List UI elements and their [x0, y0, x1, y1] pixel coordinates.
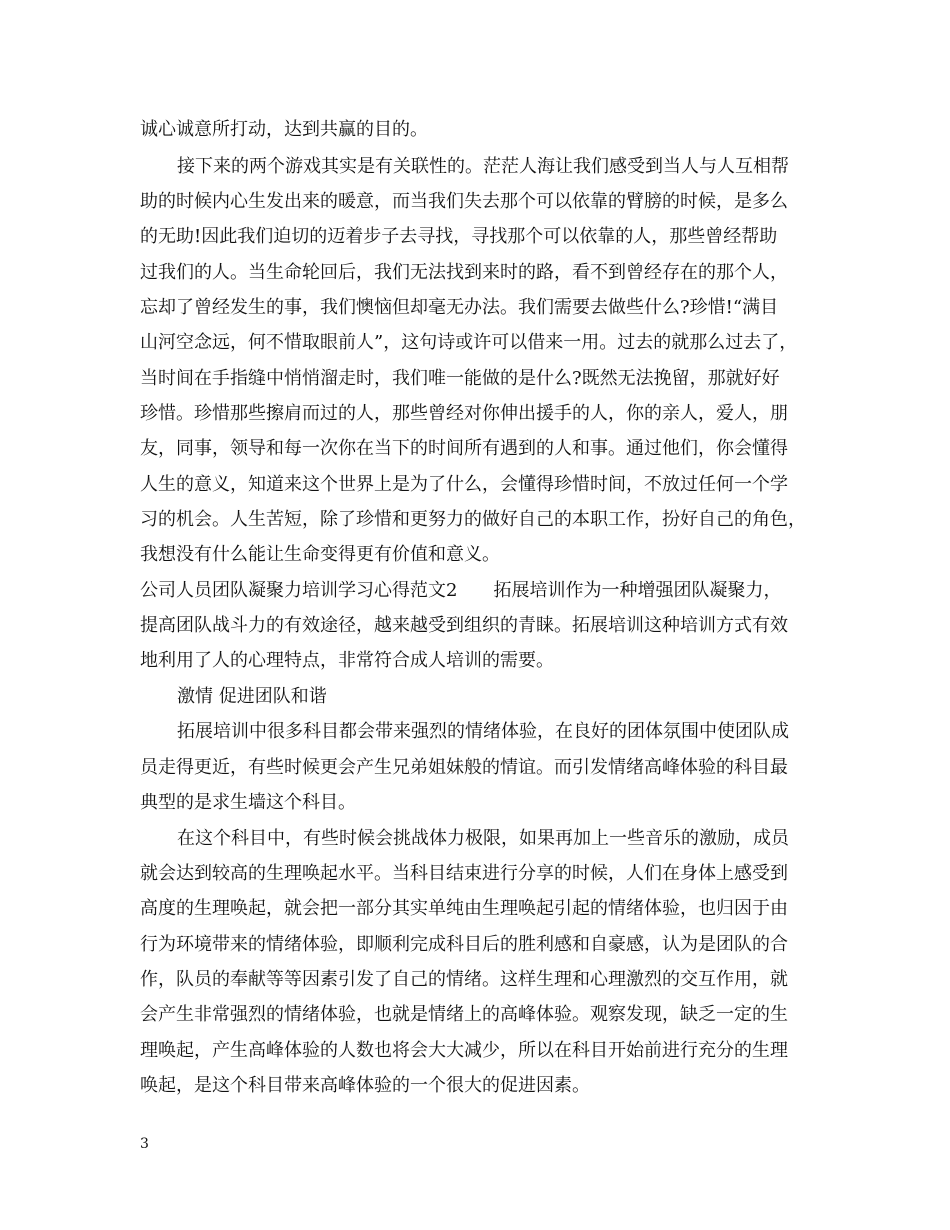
paragraph-line: 的无助!因此我们迫切的迈着步子去寻找，寻找那个可以依靠的人，那些曾经帮助	[140, 226, 778, 247]
paragraph-line: 高度的生理唤起，就会把一部分其实单纯由生理唤起引起的情绪体验，也归因于由	[140, 898, 788, 919]
paragraph-line: 我想没有什么能让生命变得更有价值和意义。	[140, 544, 500, 565]
paragraph-line: 助的时候内心生发出来的暖意，而当我们失去那个可以依靠的臂膀的时候，是多么	[140, 191, 788, 212]
paragraph-line: 唤起，是这个科目带来高峰体验的一个很大的促进因素。	[140, 1075, 590, 1096]
paragraph-line: 典型的是求生墙这个科目。	[140, 792, 356, 813]
paragraph-line: 习的机会。人生苦短，除了珍惜和更努力的做好自己的本职工作，扮好自己的角色，	[140, 509, 806, 530]
paragraph-line: 就会达到较高的生理唤起水平。当科目结束进行分享的时候，人们在身体上感受到	[140, 863, 788, 884]
paragraph-line: 员走得更近，有些时候更会产生兄弟姐妹般的情谊。而引发情绪高峰体验的科目最	[140, 757, 788, 778]
paragraph-line: 理唤起，产生高峰体验的人数也将会大大减少，所以在科目开始前进行充分的生理	[140, 1040, 788, 1061]
paragraph-line: 忘却了曾经发生的事，我们懊恼但却毫无办法。我们需要去做些什么?珍惜!“满目	[140, 297, 779, 318]
paragraph-line: 当时间在手指缝中悄悄溜走时，我们唯一能做的是什么?既然无法挽留，那就好好	[140, 368, 780, 389]
section-heading: 激情 促进团队和谐	[177, 686, 327, 707]
paragraph-line: 会产生非常强烈的情绪体验，也就是情绪上的高峰体验。观察发现，缺乏一定的生	[140, 1004, 788, 1025]
paragraph-line: 作，队员的奉献等等因素引发了自己的情绪。这样生理和心理激烈的交互作用，就	[140, 969, 788, 990]
paragraph-line: 诚心诚意所打动，达到共赢的目的。	[140, 119, 428, 140]
article-heading-line: 公司人员团队凝聚力培训学习心得范文2 拓展培训作为一种增强团队凝聚力，	[140, 580, 782, 601]
paragraph-line: 山河空念远，何不惜取眼前人”，这句诗或许可以借来一用。过去的就那么过去了，	[140, 332, 798, 353]
page-number: 3	[140, 1136, 149, 1152]
paragraph-line: 珍惜。珍惜那些擦肩而过的人，那些曾经对你伸出援手的人，你的亲人，爱人，朋	[140, 403, 788, 424]
paragraph-line: 过我们的人。当生命轮回后，我们无法找到来时的路，看不到曾经存在的那个人，	[140, 262, 788, 283]
paragraph-line: 提高团队战斗力的有效途径，越来越受到组织的青睐。拓展培训这种培训方式有效	[140, 615, 788, 636]
paragraph-line: 在这个科目中，有些时候会挑战体力极限，如果再加上一些音乐的激励，成员	[177, 828, 789, 849]
paragraph-line: 接下来的两个游戏其实是有关联性的。茫茫人海让我们感受到当人与人互相帮	[177, 156, 789, 177]
paragraph-line: 人生的意义，知道来这个世界上是为了什么，会懂得珍惜时间，不放过任何一个学	[140, 474, 788, 495]
paragraph-line: 拓展培训中很多科目都会带来强烈的情绪体验，在良好的团体氛围中使团队成	[177, 721, 789, 742]
paragraph-line: 地利用了人的心理特点，非常符合成人培训的需要。	[140, 650, 554, 671]
paragraph-line: 友，同事，领导和每一次你在当下的时间所有遇到的人和事。通过他们，你会懂得	[140, 438, 788, 459]
paragraph-line: 行为环境带来的情绪体验，即顺利完成科目后的胜利感和自豪感，认为是团队的合	[140, 934, 788, 955]
